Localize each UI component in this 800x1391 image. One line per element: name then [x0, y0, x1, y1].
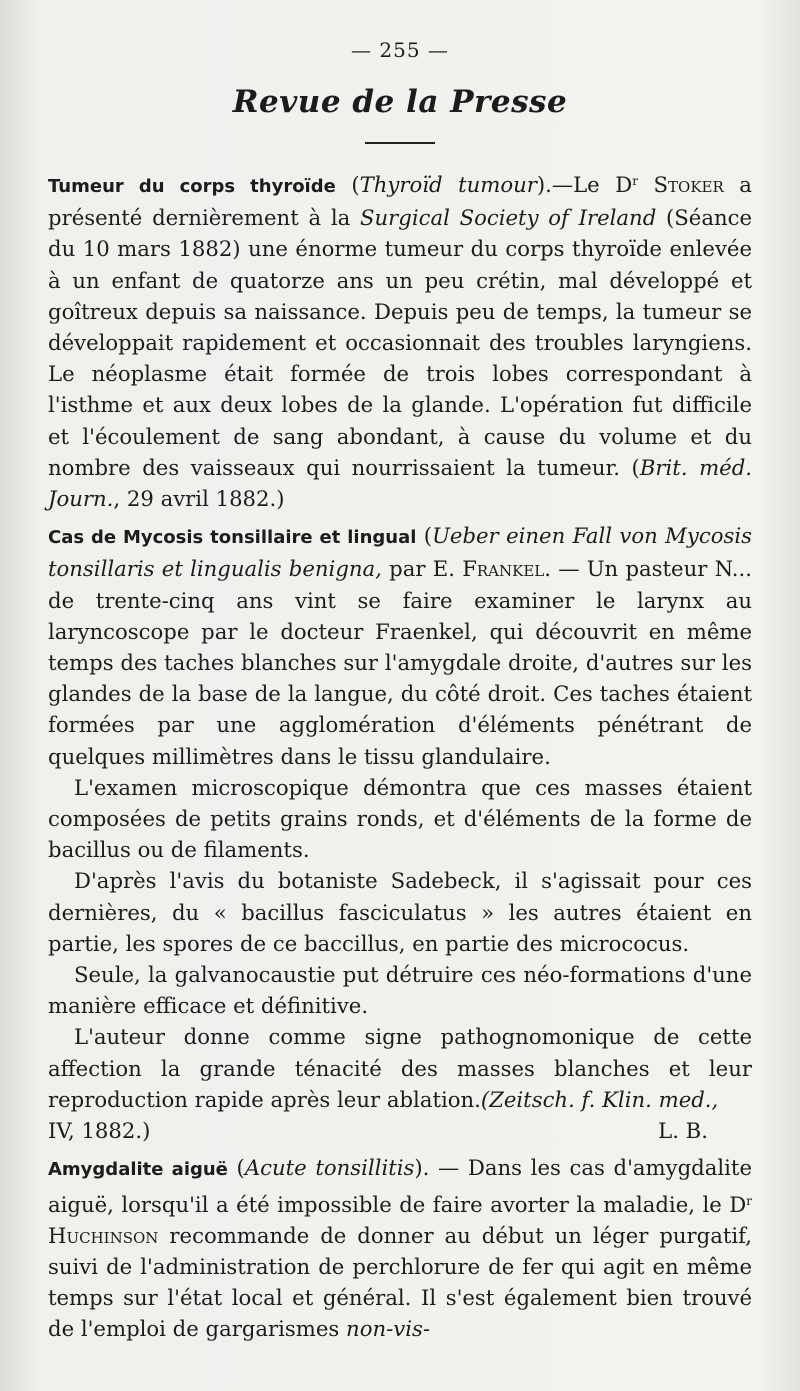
text-run [638, 172, 654, 197]
article-heading: Cas de Mycosis tonsillaire et lingual [48, 527, 417, 549]
article-paragraph: D'après l'avis du botaniste Sadebeck, il s'agissait pour ces dernières, du « bacillus fasciculatus » les autres étaient en partie, les spores de ce baccillus, en partie des micrococus. [48, 868, 752, 956]
author-name: Stoker [653, 172, 724, 197]
italic-citation: Thyroïd tumour [359, 172, 537, 197]
signature-line [48, 1115, 752, 1146]
article-paragraph [48, 1152, 752, 1344]
text-run: . — Un pasteur N... de trente-cinq ans vint se faire examiner le larynx au laryncoscope par le docteur Fraenkel, qui découvrit en même temps des taches blanches sur l'amygdale droite, d'autres sur les glandes de la base de la langue, du côté droit. Ces taches étaient formées par une agglomération d'éléments pénétrant de quelques millimètres dans le tissu glandulaire. [48, 556, 752, 769]
italic-society-name: Surgical Society of Ireland [359, 205, 657, 231]
text-run: (Séance du 10 mars 1882) une énorme tumeur du corps thyroïde enlevée à un enfant de quatorze ans un peu crétin, mal développé et goîtreux depuis sa naissance. Depuis peu de temps, la tumeur se développait rapidement et occasionnait des troubles laryngiens. Le néoplasme était formée de trois lobes correspondant à l'isthme et aux deux lobes de la glande. L'opération fut difficile et l'écoulement de sang abondant, à cause du volume et du nombre des vaisseaux qui nourrissaient la tumeur. ( [48, 205, 753, 480]
article-paragraph [48, 1021, 752, 1115]
text-run: ).—Le D [536, 172, 633, 197]
text-run: L'auteur donne comme signe pathognomonique de cette affection la grande ténacité des masses blanches et leur reproduction rapide après leur ablation. [48, 1024, 752, 1112]
article-paragraph: L'examen microscopique démontra que ces masses étaient composées de petits grains ronds, et d'éléments de la forme de bacillus ou de filaments. [48, 774, 752, 863]
italic-citation: Acute tonsillitis [244, 1155, 415, 1181]
article-acute-tonsillitis [48, 1152, 752, 1344]
italic-citation: Ueber einen Fall von Mycosis tonsillaris et lingualis benigna, [48, 523, 752, 582]
italic-term: non-vis- [346, 1316, 431, 1342]
page-title: Revue de la Presse [232, 84, 568, 120]
article-paragraph: Seule, la galvanocaustie put détruire ces néo-formations d'une manière efficace et définitive. [48, 962, 752, 1019]
italic-journal-name: (Zeitsch. f. Klin. med., [480, 1086, 719, 1112]
author-name: Frankel [462, 556, 545, 582]
text-run: ( [227, 1155, 245, 1181]
signature-initials: L. B. [658, 1118, 708, 1144]
author-name: Huchinson [48, 1222, 159, 1248]
article-paragraph [48, 520, 752, 772]
italic-journal-name: Brit. méd. Journ. [48, 454, 753, 512]
page-number: — 255 — [351, 38, 449, 62]
article-mycosis [48, 520, 752, 1146]
text-run: ( [416, 523, 433, 549]
article-paragraph [48, 166, 752, 514]
article-heading: Amygdalite aiguë [48, 1159, 228, 1181]
text-run: recommande de donner au début un léger purgatif, suivi de l'administration de perchlorure de fer qui agit en même temps sur l'état local et général. Il s'est également bien trouvé de l'emploi de gargarismes [48, 1222, 752, 1342]
text-run: , 29 avril 1882.) [113, 486, 285, 512]
superscript: r [746, 1193, 752, 1208]
text-run: ). — Dans les cas d'amygdalite aiguë, lorsqu'il a été impossible de faire avorter la maladie, le D [48, 1155, 752, 1217]
article-thyroid-tumour [48, 166, 752, 514]
article-heading: Tumeur du corps thyroïde [48, 176, 336, 197]
citation-tail: IV, 1882.) [48, 1118, 151, 1144]
title-divider [365, 142, 435, 144]
text-run: a présenté dernièrement à la [48, 172, 752, 231]
text-run: par E. [381, 556, 463, 582]
text-run: ( [335, 172, 360, 197]
superscript: r [632, 174, 638, 188]
